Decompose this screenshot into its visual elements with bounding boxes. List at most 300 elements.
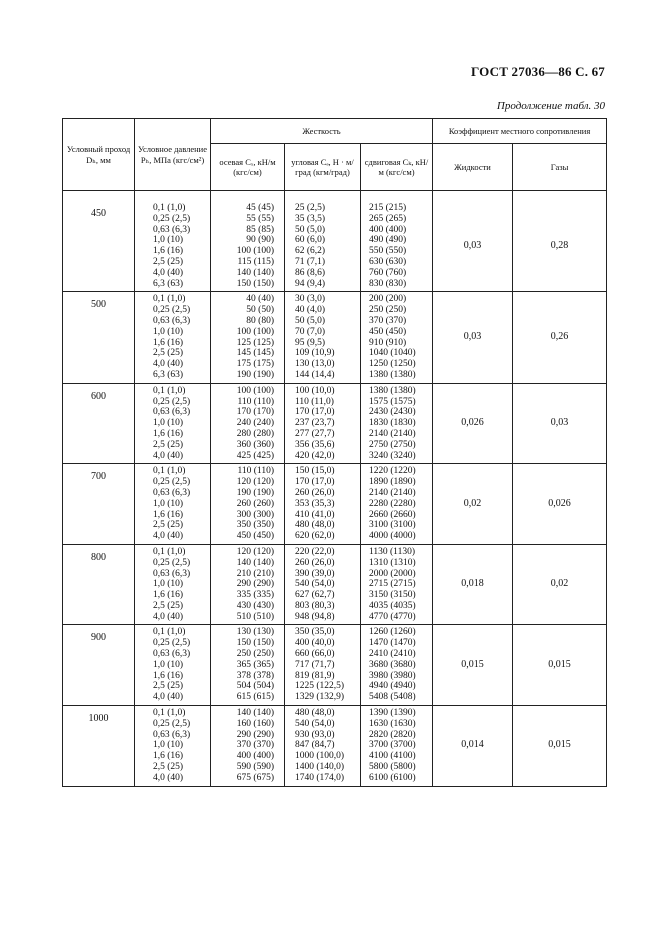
angular-value: 94 (9,4) bbox=[295, 278, 326, 289]
pressure-value: 0,25 (2,5) bbox=[153, 213, 191, 224]
gases-coefficient: 0,015 bbox=[548, 658, 571, 670]
pressure-value: 1,0 (10) bbox=[153, 235, 184, 246]
pressure-cell bbox=[135, 292, 211, 383]
spacer-cell bbox=[361, 191, 433, 202]
dn-value: 500 bbox=[91, 299, 106, 311]
table-row bbox=[63, 625, 607, 706]
gases-coefficient: 0,28 bbox=[550, 239, 569, 251]
angular-value: 660 (66,0) bbox=[295, 649, 335, 660]
axial-cell bbox=[211, 201, 285, 292]
shear-value: 1390 (1390) bbox=[369, 708, 416, 719]
dn-value: 600 bbox=[91, 390, 106, 402]
shear-value: 250 (250) bbox=[369, 305, 407, 316]
angular-value: 420 (42,0) bbox=[295, 450, 335, 461]
pressure-value: 4,0 (40) bbox=[153, 692, 184, 703]
pressure-value: 0,63 (6,3) bbox=[153, 315, 191, 326]
shear-value: 1220 (1220) bbox=[369, 466, 416, 477]
stiffness-table bbox=[62, 118, 607, 787]
pressure-value: 0,25 (2,5) bbox=[153, 477, 191, 488]
shear-value: 450 (450) bbox=[369, 326, 407, 337]
angular-value: 930 (93,0) bbox=[295, 729, 335, 740]
pressure-value: 0,1 (1,0) bbox=[153, 385, 186, 396]
shear-value: 550 (550) bbox=[369, 246, 407, 257]
pressure-value: 2,5 (25) bbox=[153, 348, 184, 359]
table-body bbox=[63, 191, 607, 787]
angular-value: 220 (22,0) bbox=[295, 546, 335, 557]
axial-value: 145 (145) bbox=[236, 348, 274, 359]
shear-value: 4035 (4035) bbox=[369, 600, 416, 611]
liquids-cell bbox=[433, 464, 513, 545]
gases-cell bbox=[513, 292, 607, 383]
gases-cell bbox=[513, 201, 607, 292]
angular-value: 170 (17,0) bbox=[295, 477, 335, 488]
spacer-cell bbox=[433, 191, 513, 202]
liquids-cell bbox=[433, 201, 513, 292]
axial-value: 360 (360) bbox=[236, 439, 274, 450]
angular-cell bbox=[285, 464, 361, 545]
table-row bbox=[63, 464, 607, 545]
spacer-cell bbox=[285, 191, 361, 202]
gases-cell bbox=[513, 544, 607, 625]
angular-value: 30 (3,0) bbox=[295, 294, 326, 305]
axial-value: 504 (504) bbox=[236, 681, 274, 692]
shear-value: 1040 (1040) bbox=[369, 348, 416, 359]
col-header-coefficient: Коэффициент местного сопротивления bbox=[433, 119, 607, 144]
shear-value: 1250 (1250) bbox=[369, 359, 416, 370]
shear-value: 2140 (2140) bbox=[369, 428, 416, 439]
dn-cell bbox=[63, 706, 135, 787]
axial-value: 140 (140) bbox=[236, 267, 274, 278]
table-row bbox=[63, 383, 607, 464]
angular-value: 1225 (122,5) bbox=[295, 681, 345, 692]
gases-cell bbox=[513, 383, 607, 464]
liquids-cell bbox=[433, 706, 513, 787]
shear-cell bbox=[361, 464, 433, 545]
axial-value: 370 (370) bbox=[236, 740, 274, 751]
angular-value: 353 (35,3) bbox=[295, 498, 335, 509]
dn-cell bbox=[63, 464, 135, 545]
angular-cell bbox=[285, 383, 361, 464]
shear-cell bbox=[361, 383, 433, 464]
axial-value: 140 (140) bbox=[236, 708, 274, 719]
pressure-value: 0,25 (2,5) bbox=[153, 557, 191, 568]
shear-value: 1470 (1470) bbox=[369, 638, 416, 649]
liquids-coefficient: 0,015 bbox=[461, 658, 484, 670]
angular-value: 400 (40,0) bbox=[295, 638, 335, 649]
col-header-stiffness: Жесткость bbox=[211, 119, 433, 144]
angular-value: 144 (14,4) bbox=[295, 369, 335, 380]
angular-value: 480 (48,0) bbox=[295, 520, 335, 531]
axial-value: 160 (160) bbox=[236, 718, 274, 729]
angular-value: 260 (26,0) bbox=[295, 557, 335, 568]
angular-value: 717 (71,7) bbox=[295, 659, 335, 670]
axial-value: 378 (378) bbox=[236, 670, 274, 681]
pressure-cell bbox=[135, 625, 211, 706]
axial-value: 125 (125) bbox=[236, 337, 274, 348]
pressure-value: 0,25 (2,5) bbox=[153, 638, 191, 649]
shear-value: 1310 (1310) bbox=[369, 557, 416, 568]
axial-cell bbox=[211, 625, 285, 706]
pressure-value: 1,6 (16) bbox=[153, 428, 184, 439]
shear-value: 630 (630) bbox=[369, 256, 407, 267]
shear-value: 4000 (4000) bbox=[369, 531, 416, 542]
axial-cell bbox=[211, 292, 285, 383]
pressure-value: 4,0 (40) bbox=[153, 450, 184, 461]
angular-value: 25 (2,5) bbox=[295, 203, 326, 213]
gases-cell bbox=[513, 464, 607, 545]
liquids-coefficient: 0,03 bbox=[463, 331, 482, 343]
pressure-value: 0,25 (2,5) bbox=[153, 396, 191, 407]
pressure-value: 1,6 (16) bbox=[153, 509, 184, 520]
shear-value: 760 (760) bbox=[369, 267, 407, 278]
liquids-coefficient: 0,026 bbox=[461, 417, 484, 429]
axial-value: 140 (140) bbox=[236, 557, 274, 568]
pressure-value: 0,1 (1,0) bbox=[153, 294, 186, 305]
angular-value: 50 (5,0) bbox=[295, 315, 326, 326]
shear-value: 215 (215) bbox=[369, 203, 407, 213]
shear-cell bbox=[361, 625, 433, 706]
pressure-cell bbox=[135, 464, 211, 545]
shear-cell bbox=[361, 544, 433, 625]
pressure-value: 1,0 (10) bbox=[153, 498, 184, 509]
pressure-value: 4,0 (40) bbox=[153, 359, 184, 370]
liquids-coefficient: 0,018 bbox=[461, 578, 484, 590]
pressure-value: 1,6 (16) bbox=[153, 246, 184, 257]
pressure-value: 1,0 (10) bbox=[153, 418, 184, 429]
shear-cell bbox=[361, 201, 433, 292]
angular-value: 627 (62,7) bbox=[295, 590, 335, 601]
shear-value: 6100 (6100) bbox=[369, 772, 416, 783]
table-row bbox=[63, 706, 607, 787]
spacer-cell bbox=[513, 191, 607, 202]
dn-cell bbox=[63, 292, 135, 383]
axial-cell bbox=[211, 544, 285, 625]
angular-value: 86 (8,6) bbox=[295, 267, 326, 278]
shear-value: 3700 (3700) bbox=[369, 740, 416, 751]
dn-cell bbox=[63, 625, 135, 706]
liquids-cell bbox=[433, 625, 513, 706]
shear-value: 2410 (2410) bbox=[369, 649, 416, 660]
angular-value: 480 (48,0) bbox=[295, 708, 335, 719]
gases-coefficient: 0,02 bbox=[550, 578, 569, 590]
pressure-cell bbox=[135, 383, 211, 464]
axial-value: 80 (80) bbox=[246, 315, 274, 326]
angular-value: 819 (81,9) bbox=[295, 670, 335, 681]
shear-value: 2280 (2280) bbox=[369, 498, 416, 509]
pressure-value: 0,25 (2,5) bbox=[153, 305, 191, 316]
table-row bbox=[63, 544, 607, 625]
angular-value: 100 (10,0) bbox=[295, 385, 335, 396]
dn-value: 1000 bbox=[88, 713, 109, 725]
pressure-value: 1,6 (16) bbox=[153, 751, 184, 762]
angular-cell bbox=[285, 706, 361, 787]
axial-value: 150 (150) bbox=[236, 278, 274, 289]
axial-value: 425 (425) bbox=[236, 450, 274, 461]
table-row bbox=[63, 292, 607, 383]
gases-coefficient: 0,015 bbox=[548, 739, 571, 751]
pressure-value: 2,5 (25) bbox=[153, 762, 184, 773]
axial-value: 115 (115) bbox=[237, 256, 274, 267]
liquids-cell bbox=[433, 383, 513, 464]
angular-value: 1740 (174,0) bbox=[295, 772, 345, 783]
angular-value: 62 (6,2) bbox=[295, 246, 326, 257]
axial-value: 300 (300) bbox=[236, 509, 274, 520]
dn-value: 900 bbox=[91, 632, 106, 644]
axial-value: 85 (85) bbox=[246, 224, 274, 235]
axial-value: 40 (40) bbox=[246, 294, 274, 305]
spacer-cell bbox=[135, 191, 211, 202]
axial-cell bbox=[211, 383, 285, 464]
pressure-value: 1,0 (10) bbox=[153, 579, 184, 590]
axial-value: 590 (590) bbox=[236, 762, 274, 773]
col-header-angular: угловая Cₔ, Н · м/град (кгм/град) bbox=[285, 144, 361, 191]
axial-cell bbox=[211, 706, 285, 787]
shear-value: 4940 (4940) bbox=[369, 681, 416, 692]
dn-cell bbox=[63, 201, 135, 292]
gases-cell bbox=[513, 706, 607, 787]
pressure-value: 2,5 (25) bbox=[153, 681, 184, 692]
pressure-value: 2,5 (25) bbox=[153, 600, 184, 611]
gases-cell bbox=[513, 625, 607, 706]
gases-coefficient: 0,26 bbox=[550, 331, 569, 343]
pressure-value: 6,3 (63) bbox=[153, 278, 184, 289]
angular-cell bbox=[285, 292, 361, 383]
pressure-value: 4,0 (40) bbox=[153, 267, 184, 278]
pressure-value: 1,6 (16) bbox=[153, 670, 184, 681]
angular-value: 620 (62,0) bbox=[295, 531, 335, 542]
axial-value: 280 (280) bbox=[236, 428, 274, 439]
axial-value: 50 (50) bbox=[246, 305, 274, 316]
axial-value: 615 (615) bbox=[236, 692, 274, 703]
angular-value: 350 (35,0) bbox=[295, 627, 335, 638]
axial-value: 55 (55) bbox=[246, 213, 274, 224]
col-header-liquids: Жидкости bbox=[433, 144, 513, 191]
pressure-value: 0,1 (1,0) bbox=[153, 627, 186, 638]
angular-value: 847 (84,7) bbox=[295, 740, 335, 751]
axial-value: 365 (365) bbox=[236, 659, 274, 670]
shear-value: 830 (830) bbox=[369, 278, 407, 289]
col-header-pressure: Условное давление Pₕ, МПа (кгс/см²) bbox=[135, 119, 211, 191]
shear-value: 3150 (3150) bbox=[369, 590, 416, 601]
col-header-dn: Условный проход Dₕ, мм bbox=[63, 119, 135, 191]
axial-value: 100 (100) bbox=[236, 385, 274, 396]
pressure-value: 0,1 (1,0) bbox=[153, 708, 186, 719]
liquids-cell bbox=[433, 292, 513, 383]
axial-value: 335 (335) bbox=[236, 590, 274, 601]
liquids-coefficient: 0,02 bbox=[463, 497, 482, 509]
col-header-shear: сдвиговая Cₖ, кН/м (кгс/см) bbox=[361, 144, 433, 191]
shear-value: 2430 (2430) bbox=[369, 407, 416, 418]
col-header-gases: Газы bbox=[513, 144, 607, 191]
axial-value: 130 (130) bbox=[236, 627, 274, 638]
axial-value: 90 (90) bbox=[246, 235, 274, 246]
dn-cell bbox=[63, 383, 135, 464]
gases-coefficient: 0,03 bbox=[550, 417, 569, 429]
pressure-value: 4,0 (40) bbox=[153, 772, 184, 783]
axial-value: 100 (100) bbox=[236, 326, 274, 337]
shear-value: 1630 (1630) bbox=[369, 718, 416, 729]
shear-value: 3980 (3980) bbox=[369, 670, 416, 681]
angular-cell bbox=[285, 625, 361, 706]
pressure-value: 0,1 (1,0) bbox=[153, 203, 186, 213]
axial-value: 450 (450) bbox=[236, 531, 274, 542]
angular-value: 150 (15,0) bbox=[295, 466, 335, 477]
shear-value: 370 (370) bbox=[369, 315, 407, 326]
angular-value: 35 (3,5) bbox=[295, 213, 326, 224]
pressure-cell bbox=[135, 544, 211, 625]
pressure-value: 0,1 (1,0) bbox=[153, 546, 186, 557]
axial-value: 350 (350) bbox=[236, 520, 274, 531]
pressure-value: 2,5 (25) bbox=[153, 520, 184, 531]
pressure-value: 0,63 (6,3) bbox=[153, 649, 191, 660]
spacer-cell bbox=[63, 191, 135, 202]
axial-value: 120 (120) bbox=[236, 546, 274, 557]
shear-cell bbox=[361, 706, 433, 787]
pressure-value: 1,6 (16) bbox=[153, 337, 184, 348]
pressure-value: 0,63 (6,3) bbox=[153, 487, 191, 498]
shear-value: 2715 (2715) bbox=[369, 579, 416, 590]
shear-value: 3680 (3680) bbox=[369, 659, 416, 670]
shear-value: 5408 (5408) bbox=[369, 692, 416, 703]
angular-value: 71 (7,1) bbox=[295, 256, 326, 267]
pressure-value: 0,1 (1,0) bbox=[153, 466, 186, 477]
shear-value: 910 (910) bbox=[369, 337, 407, 348]
axial-value: 290 (290) bbox=[236, 729, 274, 740]
shear-cell bbox=[361, 292, 433, 383]
shear-value: 5800 (5800) bbox=[369, 762, 416, 773]
shear-value: 3100 (3100) bbox=[369, 520, 416, 531]
angular-value: 390 (39,0) bbox=[295, 568, 335, 579]
axial-value: 290 (290) bbox=[236, 579, 274, 590]
axial-value: 175 (175) bbox=[236, 359, 274, 370]
dn-value: 800 bbox=[91, 551, 106, 563]
pressure-value: 1,0 (10) bbox=[153, 740, 184, 751]
axial-value: 260 (260) bbox=[236, 498, 274, 509]
table-continuation-label: Продолжение табл. 30 bbox=[496, 100, 605, 112]
axial-value: 110 (110) bbox=[237, 396, 274, 407]
shear-value: 1260 (1260) bbox=[369, 627, 416, 638]
angular-value: 1400 (140,0) bbox=[295, 762, 345, 773]
liquids-cell bbox=[433, 544, 513, 625]
shear-value: 4770 (4770) bbox=[369, 611, 416, 622]
axial-value: 675 (675) bbox=[236, 772, 274, 783]
pressure-value: 0,63 (6,3) bbox=[153, 568, 191, 579]
angular-cell bbox=[285, 201, 361, 292]
angular-value: 948 (94,8) bbox=[295, 611, 335, 622]
pressure-value: 4,0 (40) bbox=[153, 611, 184, 622]
angular-value: 109 (10,9) bbox=[295, 348, 335, 359]
page-header: ГОСТ 27036—86 С. 67 bbox=[471, 64, 605, 79]
shear-value: 1830 (1830) bbox=[369, 418, 416, 429]
axial-value: 190 (190) bbox=[236, 369, 274, 380]
pressure-value: 0,63 (6,3) bbox=[153, 729, 191, 740]
pressure-value: 1,6 (16) bbox=[153, 590, 184, 601]
angular-value: 1329 (132,9) bbox=[295, 692, 345, 703]
liquids-coefficient: 0,014 bbox=[461, 739, 484, 751]
axial-cell bbox=[211, 464, 285, 545]
axial-value: 110 (110) bbox=[237, 466, 274, 477]
shear-value: 2750 (2750) bbox=[369, 439, 416, 450]
axial-value: 240 (240) bbox=[236, 418, 274, 429]
spacer-cell bbox=[211, 191, 285, 202]
shear-value: 490 (490) bbox=[369, 235, 407, 246]
pressure-value: 2,5 (25) bbox=[153, 439, 184, 450]
axial-value: 100 (100) bbox=[236, 246, 274, 257]
shear-value: 265 (265) bbox=[369, 213, 407, 224]
shear-value: 3240 (3240) bbox=[369, 450, 416, 461]
angular-value: 1000 (100,0) bbox=[295, 751, 345, 762]
col-header-axial: осевая Cₓ, кН/м (кгс/см) bbox=[211, 144, 285, 191]
pressure-value: 4,0 (40) bbox=[153, 531, 184, 542]
angular-value: 540 (54,0) bbox=[295, 579, 335, 590]
angular-value: 50 (5,0) bbox=[295, 224, 326, 235]
axial-value: 45 (45) bbox=[246, 203, 274, 213]
angular-value: 277 (27,7) bbox=[295, 428, 335, 439]
pressure-cell bbox=[135, 706, 211, 787]
angular-value: 170 (17,0) bbox=[295, 407, 335, 418]
angular-cell bbox=[285, 544, 361, 625]
shear-value: 1380 (1380) bbox=[369, 385, 416, 396]
shear-value: 2820 (2820) bbox=[369, 729, 416, 740]
angular-value: 803 (80,3) bbox=[295, 600, 335, 611]
shear-value: 1380 (1380) bbox=[369, 369, 416, 380]
angular-value: 110 (11,0) bbox=[295, 396, 334, 407]
angular-value: 237 (23,7) bbox=[295, 418, 335, 429]
shear-value: 200 (200) bbox=[369, 294, 407, 305]
shear-value: 4100 (4100) bbox=[369, 751, 416, 762]
shear-value: 1130 (1130) bbox=[369, 546, 415, 557]
dn-value: 700 bbox=[91, 471, 106, 483]
axial-value: 190 (190) bbox=[236, 487, 274, 498]
dn-cell bbox=[63, 544, 135, 625]
axial-value: 170 (170) bbox=[236, 407, 274, 418]
pressure-value: 0,63 (6,3) bbox=[153, 407, 191, 418]
angular-value: 540 (54,0) bbox=[295, 718, 335, 729]
shear-value: 2140 (2140) bbox=[369, 487, 416, 498]
shear-value: 1575 (1575) bbox=[369, 396, 416, 407]
axial-value: 430 (430) bbox=[236, 600, 274, 611]
axial-value: 210 (210) bbox=[236, 568, 274, 579]
axial-value: 400 (400) bbox=[236, 751, 274, 762]
angular-value: 95 (9,5) bbox=[295, 337, 326, 348]
axial-value: 120 (120) bbox=[236, 477, 274, 488]
shear-value: 1890 (1890) bbox=[369, 477, 416, 488]
pressure-value: 0,25 (2,5) bbox=[153, 718, 191, 729]
pressure-value: 1,0 (10) bbox=[153, 326, 184, 337]
shear-value: 2660 (2660) bbox=[369, 509, 416, 520]
shear-value: 2000 (2000) bbox=[369, 568, 416, 579]
gases-coefficient: 0,026 bbox=[548, 497, 571, 509]
angular-value: 70 (7,0) bbox=[295, 326, 326, 337]
pressure-value: 2,5 (25) bbox=[153, 256, 184, 267]
angular-value: 40 (4,0) bbox=[295, 305, 326, 316]
angular-value: 60 (6,0) bbox=[295, 235, 326, 246]
pressure-cell bbox=[135, 201, 211, 292]
angular-value: 410 (41,0) bbox=[295, 509, 335, 520]
axial-value: 150 (150) bbox=[236, 638, 274, 649]
dn-value: 450 bbox=[91, 208, 106, 219]
shear-value: 400 (400) bbox=[369, 224, 407, 235]
pressure-value: 6,3 (63) bbox=[153, 369, 184, 380]
pressure-value: 1,0 (10) bbox=[153, 659, 184, 670]
table-row bbox=[63, 201, 607, 292]
axial-value: 510 (510) bbox=[236, 611, 274, 622]
angular-value: 356 (35,6) bbox=[295, 439, 335, 450]
axial-value: 250 (250) bbox=[236, 649, 274, 660]
pressure-value: 0,63 (6,3) bbox=[153, 224, 191, 235]
angular-value: 260 (26,0) bbox=[295, 487, 335, 498]
liquids-coefficient: 0,03 bbox=[463, 239, 482, 251]
